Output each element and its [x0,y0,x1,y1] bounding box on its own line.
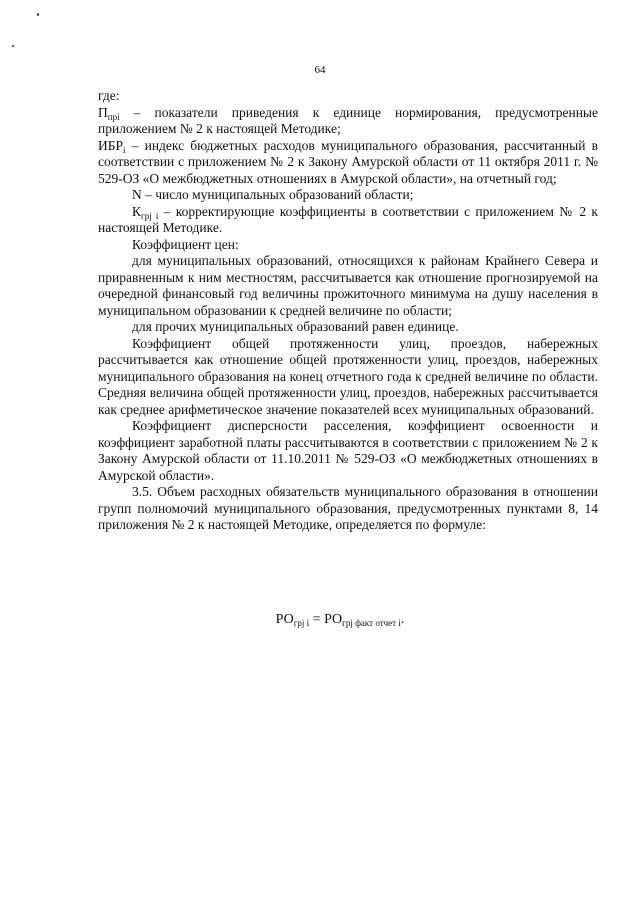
paragraph-price-coefficient: Коэффициент цен: [132,236,239,252]
symbol-p-subscript: прi [107,111,120,122]
formula-lhs-subscript: грj i [293,618,310,628]
paragraph-k-definition [98,204,598,237]
definition-text: – корректирующие коэффициенты в соответствии с приложением № 2 к настоящей Методике. [98,203,598,235]
paragraph-pri-definition [98,105,598,138]
paragraph-streets-coefficient: Коэффициент общей протяженности улиц, проездов, набережных рассчитывается как отношение общей протяженности улиц, проездов, набережных муниципального образования на конец отчетного года к средней величине по области. Средняя величина общей протяженности улиц, проездов, набережных рассчитывается как среднее арифметическое значение показателей всех муниципальных образований. [98,335,598,417]
symbol-p: П [98,104,108,120]
formula-rhs-subscript: грj факт отчет i [342,618,401,628]
formula-end: . [400,612,405,627]
symbol-k: К [132,203,142,219]
formula [0,612,640,628]
paragraph-where: где: [98,88,120,103]
page-number: 64 [314,64,326,76]
paragraph-n-definition: N – число муниципальных образований области; [132,187,414,202]
paragraph-section-3-5: 3.5. Объем расходных обязательств муниципального образования в отношении групп полномочий муниципального образования, предусмотренных пунктами 8, 14 приложения № 2 к настоящей Методике, определяется по формуле: [98,484,598,532]
paragraph-far-north: для муниципальных образований, относящихся к районам Крайнего Севера и приравненным к ним местностям, рассчитывается как отношение прогнозируемой на очередной финансовый год величины прожиточного минимума на душу населения в муниципальном образовании к средней величине по области; [98,253,598,318]
scan-speck [12,45,14,47]
definition-text: – показатели приведения к единице нормирования, предусмотренные приложением № 2 к настоящей Методике; [98,104,598,136]
paragraph-ibr-definition [98,138,598,188]
document-body [98,88,598,534]
formula-lhs: РО [275,612,294,627]
symbol-k-subscript: грj i [141,210,159,221]
formula-equals: = [309,612,325,627]
definition-text: – индекс бюджетных расходов муниципального образования, рассчитанный в соответствии с приложением № 2 к Закону Амурской области от 11 октября 2011 г. № 529-ОЗ «О межбюджетных отношениях в Амурской области», на отчетный год; [98,137,598,186]
paragraph-others: для прочих муниципальных образований равен единице. [132,319,459,334]
symbol-ibr: ИБР [98,137,124,153]
formula-rhs: РО [324,612,343,627]
symbol-ibr-subscript: i [123,144,126,155]
scan-speck [37,13,39,16]
paragraph-dispersion-coefficient: Коэффициент дисперсности расселения, коэффициент освоенности и коэффициент заработной платы рассчитываются в соответствии с приложением № 2 к Закону Амурской области от 11.10.2011 № 529-ОЗ «О межбюджетных отношениях в Амурской области». [98,418,598,483]
